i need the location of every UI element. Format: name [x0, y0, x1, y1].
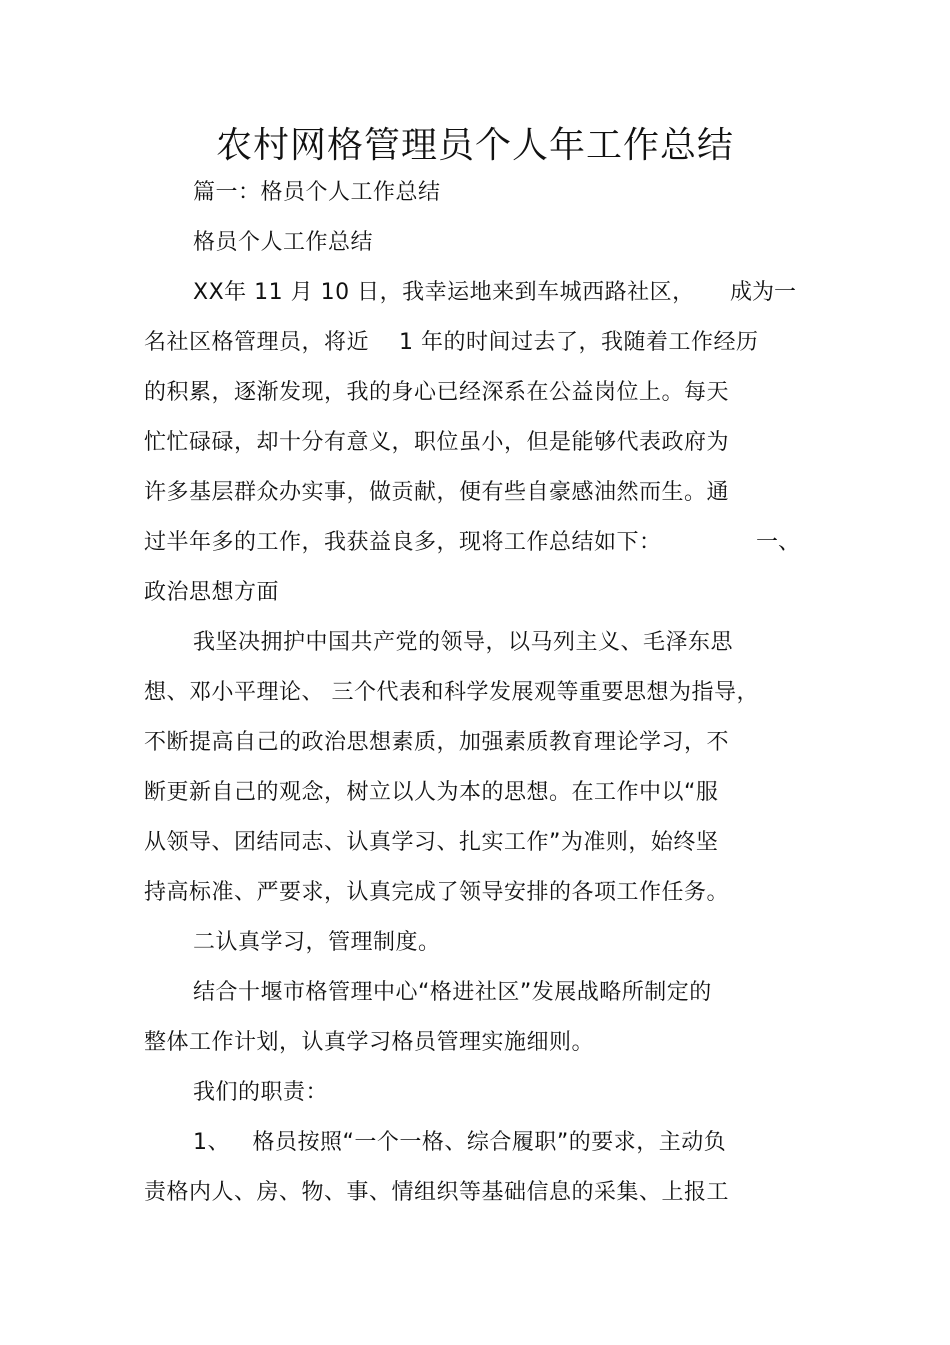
- paragraph-line-tail: 成为一: [730, 280, 797, 305]
- paragraph-line: 结合十堰市格管理中心“格进社区”发展战略所制定的: [193, 980, 712, 1005]
- paragraph-line: 整体工作计划，认真学习格员管理实施细则。: [144, 1030, 595, 1055]
- paragraph-line: XX年 11 月 10 日，我幸运地来到车城西路社区，: [193, 280, 695, 305]
- paragraph-line: 许多基层群众办实事，做贡献，便有些自豪感油然而生。通: [144, 480, 730, 505]
- paragraph-line: 名社区格管理员，将近 1 年的时间过去了，我随着工作经历: [144, 330, 759, 355]
- section-heading: 篇一：格员个人工作总结: [193, 180, 441, 205]
- paragraph-line: 忙忙碌碌，却十分有意义，职位虽小，但是能够代表政府为: [144, 430, 730, 455]
- paragraph-line: 不断提高自己的政治思想素质，加强素质教育理论学习，不: [144, 730, 730, 755]
- paragraph-line: 想、邓小平理论、 三个代表和科学发展观等重要思想为指导，: [144, 680, 759, 705]
- paragraph-line: 过半年多的工作，我获益良多，现将工作总结如下：: [144, 530, 662, 555]
- document-title: 农村网格管理员个人年工作总结: [215, 125, 734, 166]
- section-heading: 二认真学习，管理制度。: [193, 930, 441, 955]
- paragraph-line: 我坚决拥护中国共产党的领导，以马列主义、毛泽东思: [193, 630, 734, 655]
- section-heading: 政治思想方面: [144, 580, 280, 605]
- list-item-line: 责格内人、房、物、事、情组织等基础信息的采集、上报工: [144, 1180, 730, 1205]
- paragraph-line: 从领导、团结同志、认真学习、扎实工作”为准则，始终坚: [144, 830, 719, 855]
- subheading: 我们的职责：: [193, 1080, 329, 1105]
- paragraph-line: 断更新自己的观念，树立以人为本的思想。在工作中以“服: [144, 780, 719, 805]
- subheading: 格员个人工作总结: [193, 230, 374, 255]
- paragraph-line: 的积累，逐渐发现，我的身心已经深系在公益岗位上。每天: [144, 380, 730, 405]
- paragraph-line: 持高标准、严要求，认真完成了领导安排的各项工作任务。: [144, 880, 730, 905]
- section-number: 一、: [756, 530, 801, 555]
- list-item-line: 1、 格员按照“一个一格、综合履职”的要求，主动负: [193, 1130, 727, 1155]
